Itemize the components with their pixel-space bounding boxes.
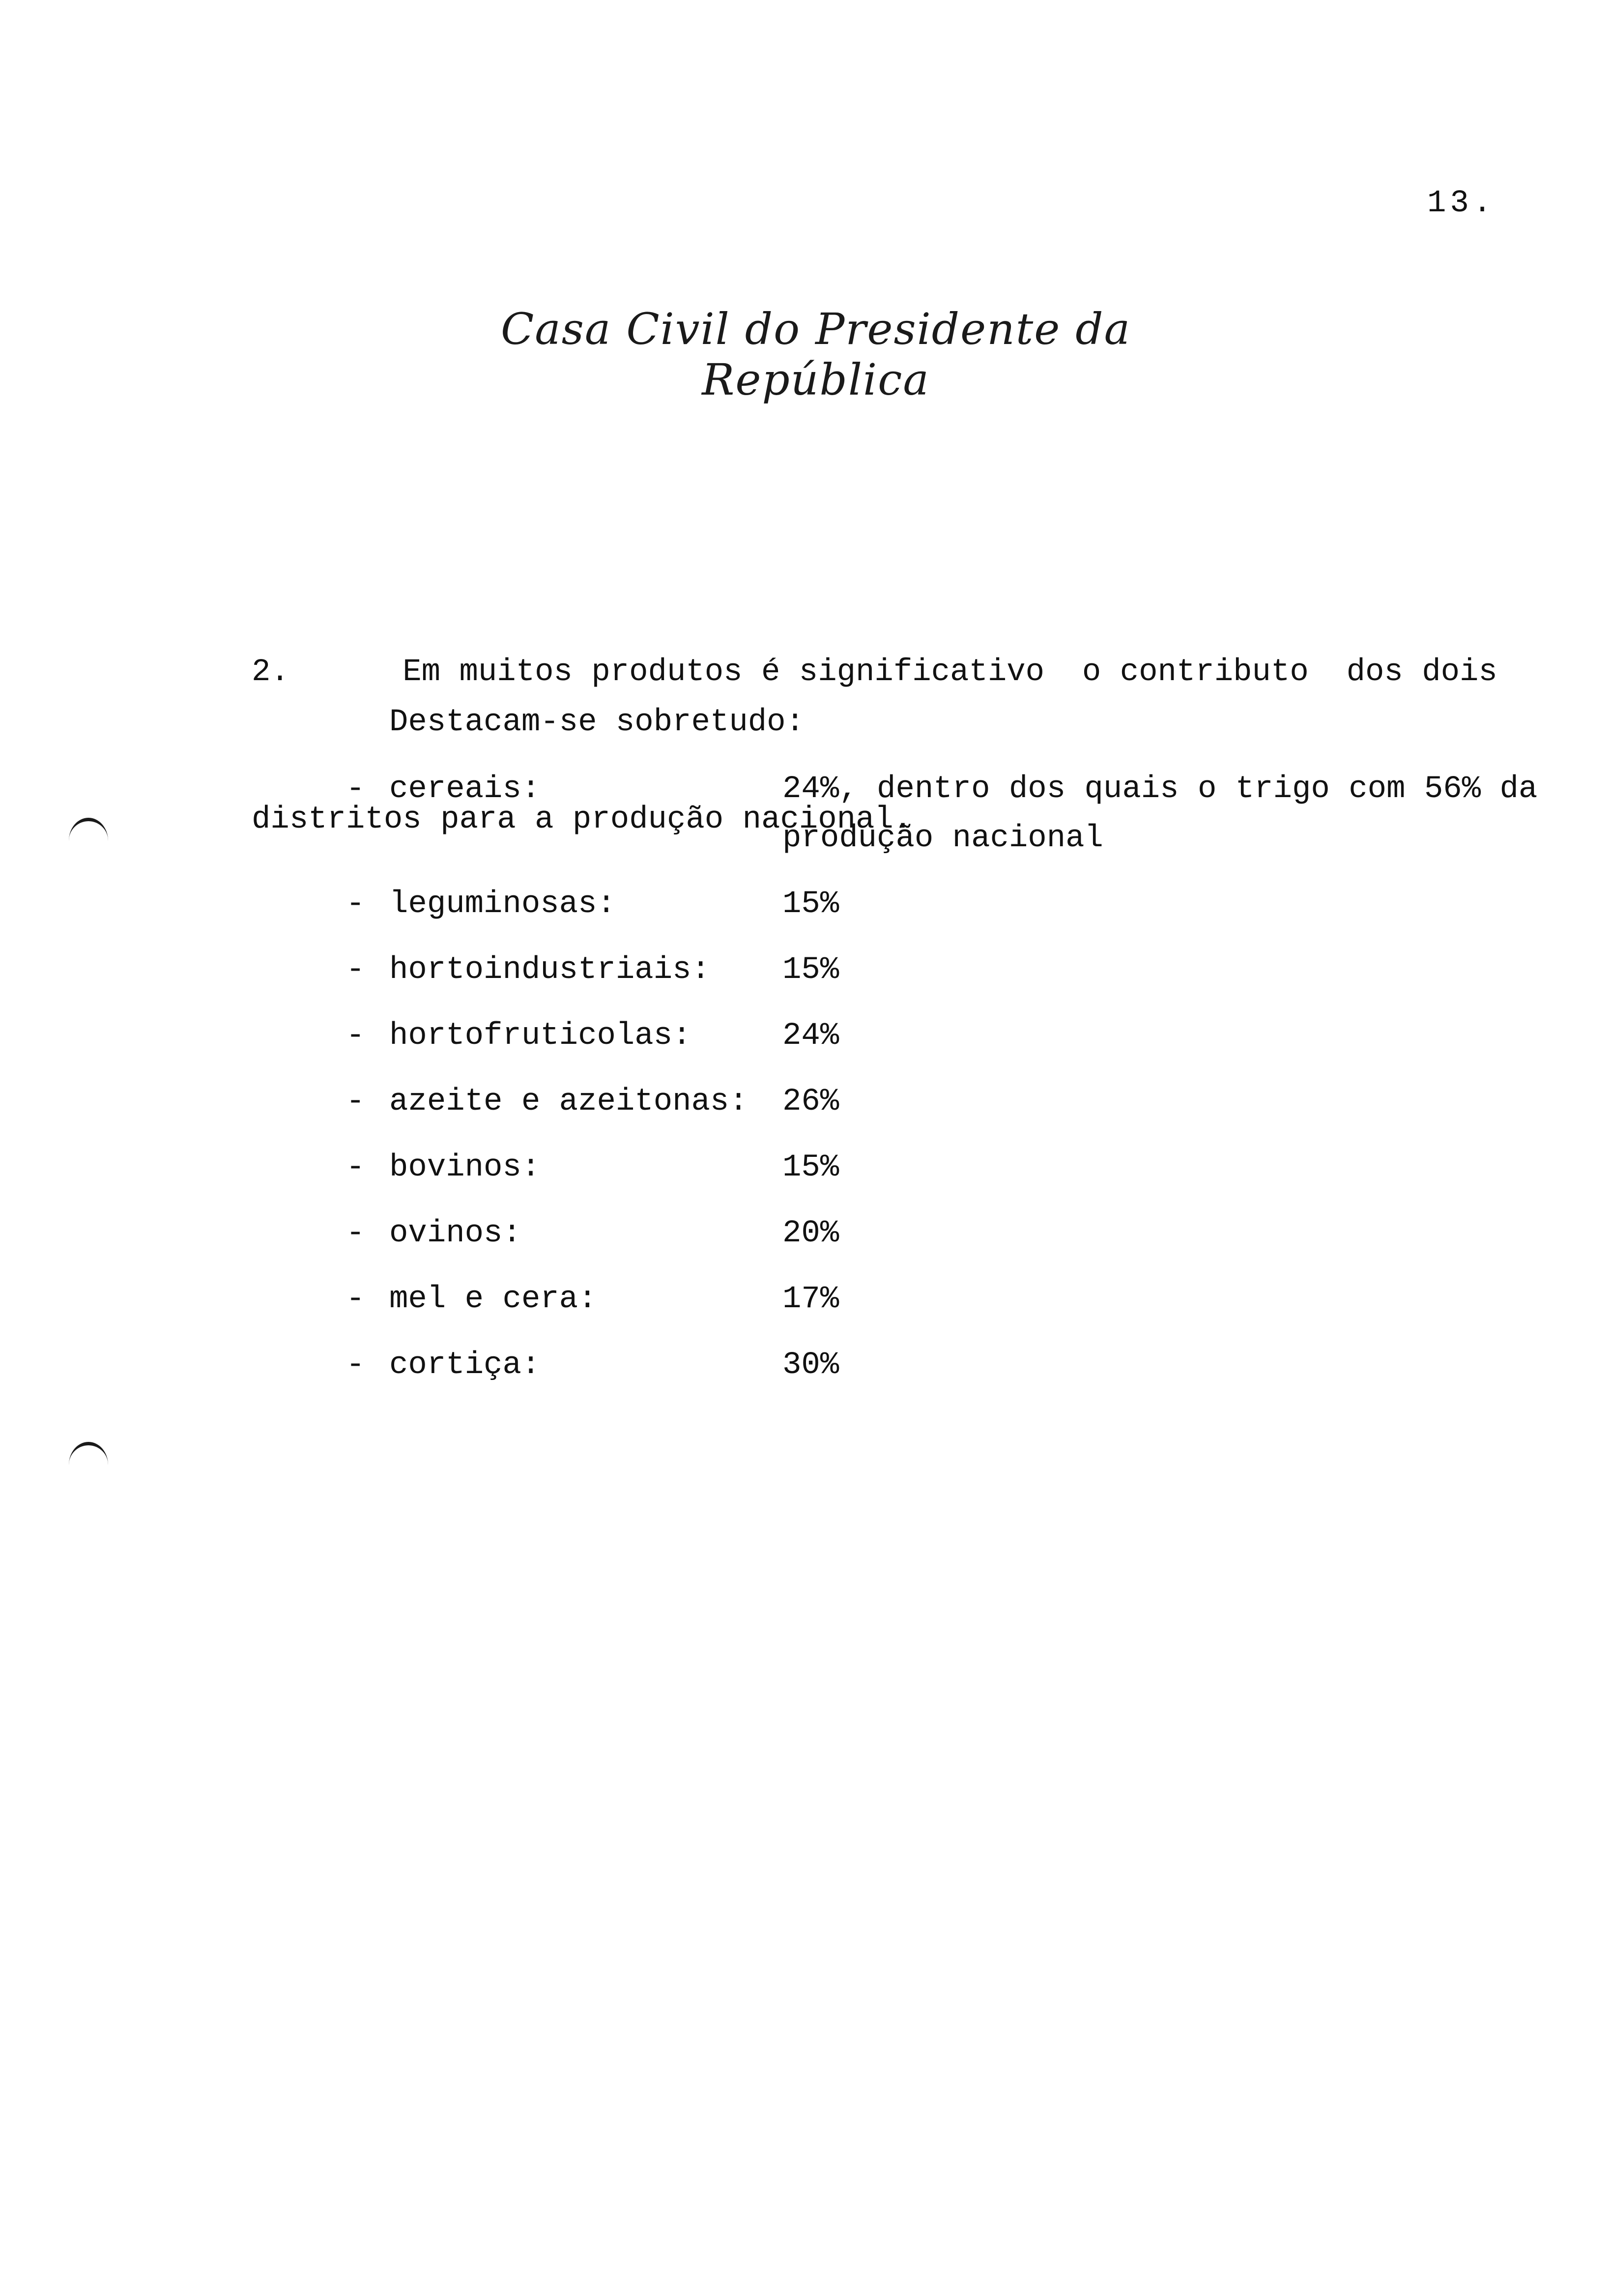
list-item [346, 1077, 1584, 1126]
list-dash: - [346, 1018, 365, 1054]
list-item [346, 1209, 1584, 1258]
list-dash: - [346, 1084, 365, 1119]
list-item-label: hortofruticolas: [389, 1018, 691, 1054]
list-item [346, 1143, 1584, 1192]
list-item [346, 765, 1584, 863]
list-item [346, 880, 1584, 929]
punch-hole-mark [69, 818, 108, 841]
product-list [346, 765, 1584, 1406]
list-item-value: 17% [782, 1282, 839, 1317]
punch-hole-mark [69, 1442, 108, 1465]
list-item [346, 1011, 1584, 1061]
list-item-label: cortiça: [389, 1348, 541, 1383]
paragraph-line: distritos para a produção nacional. [252, 802, 913, 837]
list-dash: - [346, 1282, 365, 1317]
list-item-value: 30% [782, 1348, 839, 1383]
list-item-label: cereais: [389, 772, 541, 807]
list-item [346, 1341, 1584, 1390]
list-dash: - [346, 1216, 365, 1251]
list-item-label: bovinos: [389, 1150, 541, 1185]
list-dash: - [346, 772, 365, 807]
list-item [346, 946, 1584, 995]
list-dash: - [346, 887, 365, 922]
list-item-value: 24%, dentro dos quais o trigo com 56% da produção nacional [782, 772, 1556, 856]
list-item-value: 15% [782, 952, 839, 988]
list-item-value: 15% [782, 887, 839, 922]
list-item-label: hortoindustriais: [389, 952, 710, 988]
list-intro: Destacam-se sobretudo: [389, 705, 805, 740]
letterhead: Casa Civil do Presidente da República [500, 304, 1131, 405]
list-item-value: 26% [782, 1084, 839, 1119]
list-dash: - [346, 952, 365, 988]
list-item-value: 15% [782, 1150, 839, 1185]
list-item [346, 1275, 1584, 1324]
list-item-label: ovinos: [389, 1216, 521, 1251]
list-item-label: azeite e azeitonas: [389, 1084, 748, 1119]
page-number: 13. [1427, 186, 1496, 221]
list-item-label: mel e cera: [389, 1282, 597, 1317]
list-dash: - [346, 1150, 365, 1185]
paragraph-line: 2. Em muitos produtos é significativo o contributo dos dois [252, 655, 1497, 690]
list-item-value: 20% [782, 1216, 839, 1251]
list-item-value: 24% [782, 1018, 839, 1054]
list-dash: - [346, 1348, 365, 1383]
list-item-label: leguminosas: [389, 887, 616, 922]
